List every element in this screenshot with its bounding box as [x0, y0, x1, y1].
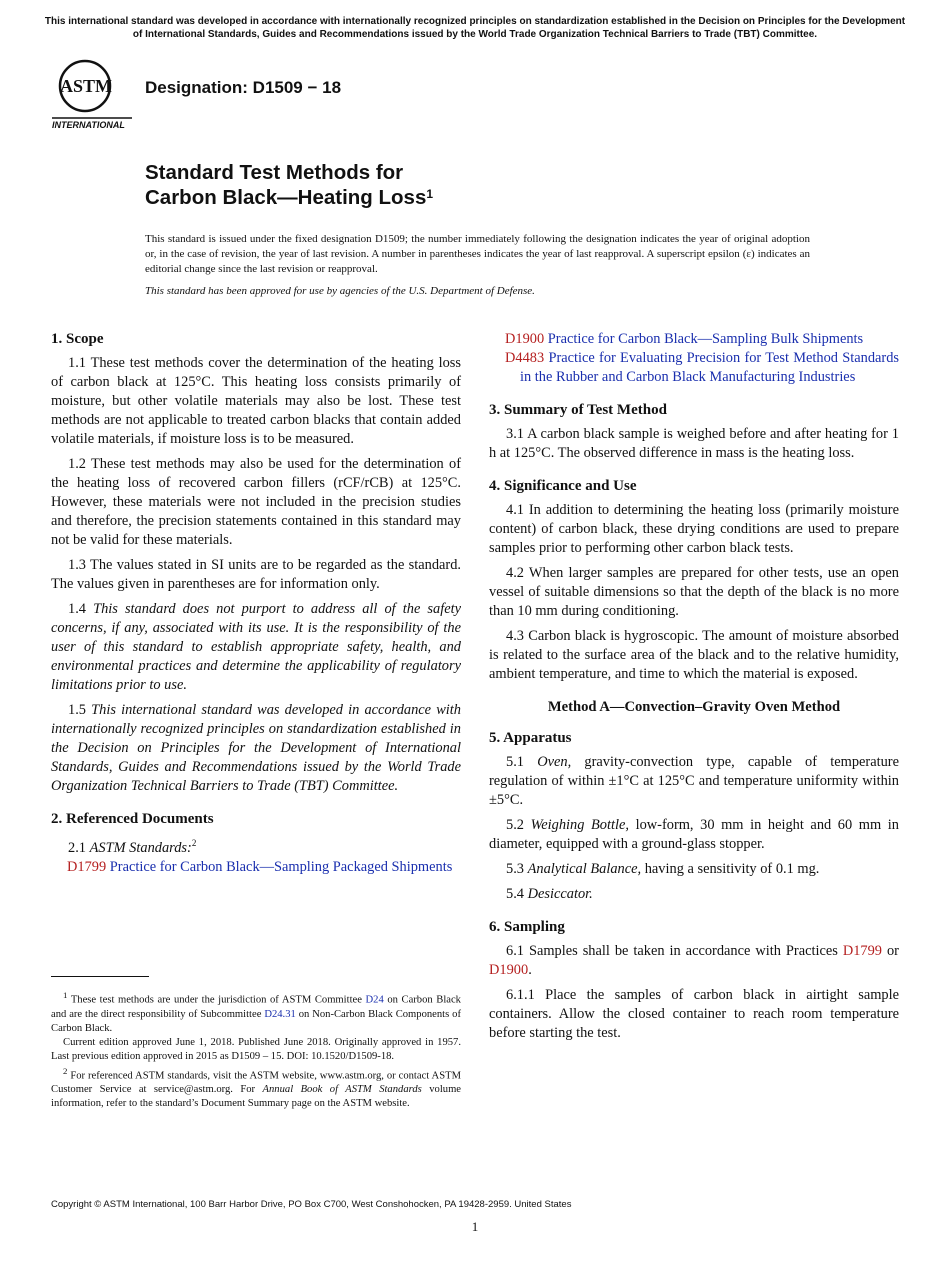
practice-d1799-link[interactable]: D1799 — [842, 943, 882, 959]
reference-d4483[interactable] — [489, 349, 899, 387]
astm-logo-caption: INTERNATIONAL — [52, 120, 125, 130]
footnote-2-text-a: For referenced ASTM standards, visit the ASTM website, www.astm.org, or contact ASTM Customer Service at service@astm.org. For — [51, 1070, 461, 1096]
footnote-2-text-b: volume information, refer to the standard’s Document Summary page on the ASTM website. — [51, 1084, 462, 1110]
title-line-1: Standard Test Methods for — [145, 161, 404, 184]
scope-heading: 1. Scope — [51, 331, 104, 347]
para-5-2 — [489, 816, 899, 854]
para-2-1-number: 2.1 — [68, 839, 86, 856]
para-1-2: 1.2 These test methods may also be used for the determination of the heating loss of recovered carbon fillers (rCF/rCB) at 125°C. However, these materials were not included in the precision studies and therefore, the precision statements contained in this standard may not be valid for these materials. — [51, 456, 461, 548]
footnote-1-text-a: These test methods are under the jurisdiction of ASTM Committee — [70, 994, 362, 1006]
reference-title[interactable]: Practice for Carbon Black—Sampling Bulk Shipments — [547, 331, 864, 347]
committee-d24-link[interactable]: D24 — [365, 994, 384, 1006]
para-6-1 — [489, 942, 899, 980]
astm-logo-icon — [52, 56, 134, 132]
para-1-1: 1.1 These test methods cover the determination of the heating loss of carbon black at 125°C. This heating loss consists primarily of moisture, but other volatile materials may also be lost. These test methods are not applicable to treated carbon blacks that contain added volatile materials, if moisture loss is to be measured. — [51, 355, 461, 447]
para-1-3: 1.3 The values stated in SI units are to be regarded as the standard. The values given in parentheses are for information only. — [51, 557, 461, 592]
designation: Designation: D1509 − 18 — [145, 78, 342, 97]
para-5-2-text: low-form, 30 mm in height and 60 mm in diameter, equipped with a ground-glass stopper. — [489, 817, 899, 852]
para-1-5 — [51, 701, 461, 796]
astm-logo — [52, 56, 134, 132]
footnotes — [51, 988, 461, 1111]
reference-code[interactable]: D1799 — [67, 858, 107, 875]
para-6-1-text: 6.1 Samples shall be taken in accordance with Practices — [506, 943, 838, 959]
reference-title[interactable]: Practice for Carbon Black—Sampling Packaged Shipments — [109, 858, 453, 875]
approved-note: This standard has been approved for use by agencies of the U.S. Department of Defense. — [145, 285, 535, 297]
para-5-1-number: 5.1 — [506, 754, 524, 770]
para-5-1-text: gravity-convection type, capable of temperature regulation of within ±1°C at 125°C and temperature uniformity within ±5°C. — [489, 754, 899, 808]
para-2-1-text: ASTM Standards: — [89, 839, 192, 856]
title-line-2: Carbon Black—Heating Loss — [145, 186, 427, 209]
practice-d1900-link[interactable]: D1900 — [489, 962, 529, 978]
reference-title[interactable]: Practice for Evaluating Precision for Test Method Standards in the Rubber and Carbon Black Manufacturing Industries — [520, 350, 899, 385]
footnote-divider — [51, 976, 149, 977]
para-5-3 — [489, 860, 899, 879]
para-4-2: 4.2 When larger samples are prepared for other tests, use an open vessel of suitable dimensions so that the depth of the black is no more than 10 mm during conditioning. — [489, 565, 899, 619]
left-column — [51, 330, 461, 877]
top-notice: This international standard was developed in accordance with internationally recognized principles on standardization established in the Decision on Principles for the Development of International Standards, Guides and Recommendations issued by the World Trade Organization Technical Barriers to Trade (TBT) Committee. — [44, 16, 906, 40]
para-5-4-term: Desiccator. — [527, 886, 593, 902]
para-3-1: 3.1 A carbon black sample is weighed before and after heating for 1 h at 125°C. The observed difference in mass is the heating loss. — [489, 426, 899, 461]
para-5-2-term: Weighing Bottle, — [530, 817, 629, 833]
footnote-1 — [51, 988, 461, 1036]
para-4-1: 4.1 In addition to determining the heating loss (primarily moisture content) of carbon black, these drying conditions are used to prepare samples prior to performing other carbon black tests. — [489, 502, 899, 556]
footnote-1-text-c: on Non-Carbon Black Components of Carbon Black. — [51, 1008, 461, 1034]
summary-heading: 3. Summary of Test Method — [489, 402, 667, 418]
para-1-5-text: This international standard was developed in accordance with internationally recognized principles on standardization established in the Decision on Principles for the Development of International Standards, Guides and Recommendations issued by the World Trade Organization Technical Barriers to Trade (TBT) Committee. — [51, 702, 461, 794]
para-5-3-text: having a sensitivity of 0.1 mg. — [644, 861, 820, 877]
para-1-4-text: This standard does not purport to address all of the safety concerns, if any, associated with its use. It is the responsibility of the user of this standard to establish appropriate safety, health, and environmental practices and determine the applicability of regulatory limitations prior to use. — [51, 601, 461, 693]
para-5-3-term: Analytical Balance, — [527, 861, 642, 877]
para-6-1-1: 6.1.1 Place the samples of carbon black in airtight sample containers. Allow the closed container to reach room temperature before starting the test. — [489, 987, 899, 1041]
document-title — [145, 160, 433, 210]
copyright-line: Copyright © ASTM International, 100 Barr Harbor Drive, PO Box C700, West Conshohocken, PA 19428-2959. United States — [51, 1199, 572, 1210]
footnote-1-mark: 1 — [63, 990, 68, 1000]
significance-heading: 4. Significance and Use — [489, 478, 637, 494]
footnote-mark-2[interactable]: 2 — [191, 838, 197, 848]
reference-code[interactable]: D4483 — [505, 350, 545, 366]
reference-d1799[interactable] — [51, 858, 461, 877]
para-6-1-or: or — [886, 943, 899, 959]
reference-code[interactable]: D1900 — [505, 331, 545, 347]
astm-logo-letters: ASTM — [60, 76, 113, 96]
referenced-docs-heading: 2. Referenced Documents — [51, 811, 214, 827]
para-5-3-number: 5.3 — [506, 861, 524, 877]
para-5-4-number: 5.4 — [506, 886, 524, 902]
footnote-1-text-b: on Carbon Black and are the direct responsibility of Subcommittee — [51, 994, 461, 1020]
para-4-3: 4.3 Carbon black is hygroscopic. The amount of moisture absorbed is related to the surface area of the black and to the relative humidity, ambient temperature, and time to which the material is exposed. — [489, 628, 899, 682]
para-6-1-end: . — [528, 962, 532, 978]
para-2-1 — [51, 834, 461, 858]
para-1-4 — [51, 600, 461, 695]
apparatus-heading: 5. Apparatus — [489, 730, 572, 746]
reference-d1900[interactable] — [489, 330, 899, 349]
issued-note: This standard is issued under the fixed designation D1509; the number immediately following the designation indicates the year of original adoption or, in the case of revision, the year of last revision. A number in parentheses indicates the year of last reapproval. A superscript epsilon (ε) indicates an editorial change since the last revision or reapproval. — [145, 233, 810, 275]
para-5-2-number: 5.2 — [506, 817, 524, 833]
sampling-heading: 6. Sampling — [489, 919, 565, 935]
footnote-2-mark: 2 — [63, 1065, 68, 1076]
footnote-2-italic: Annual Book of ASTM Standards — [262, 1084, 422, 1096]
right-column — [489, 330, 899, 1049]
method-a-heading: Method A—Convection–Gravity Oven Method — [547, 699, 841, 715]
footnote-1-current-edition: Current edition approved June 1, 2018. Published June 2018. Originally approved in 1957. Last previous edition approved in 2015 as D1509 – 15. DOI: 10.1520/D1509-18. — [51, 1036, 461, 1062]
para-5-1 — [489, 753, 899, 810]
para-5-1-term: Oven, — [537, 754, 572, 770]
subcommittee-d2431-link[interactable]: D24.31 — [264, 1008, 296, 1020]
para-1-4-number: 1.4 — [68, 601, 86, 617]
para-5-4 — [489, 885, 899, 904]
para-1-5-number: 1.5 — [68, 702, 86, 718]
footnote-2 — [51, 1064, 461, 1112]
page-number: 1 — [471, 1219, 479, 1234]
title-footnote-mark[interactable]: 1 — [426, 187, 434, 201]
